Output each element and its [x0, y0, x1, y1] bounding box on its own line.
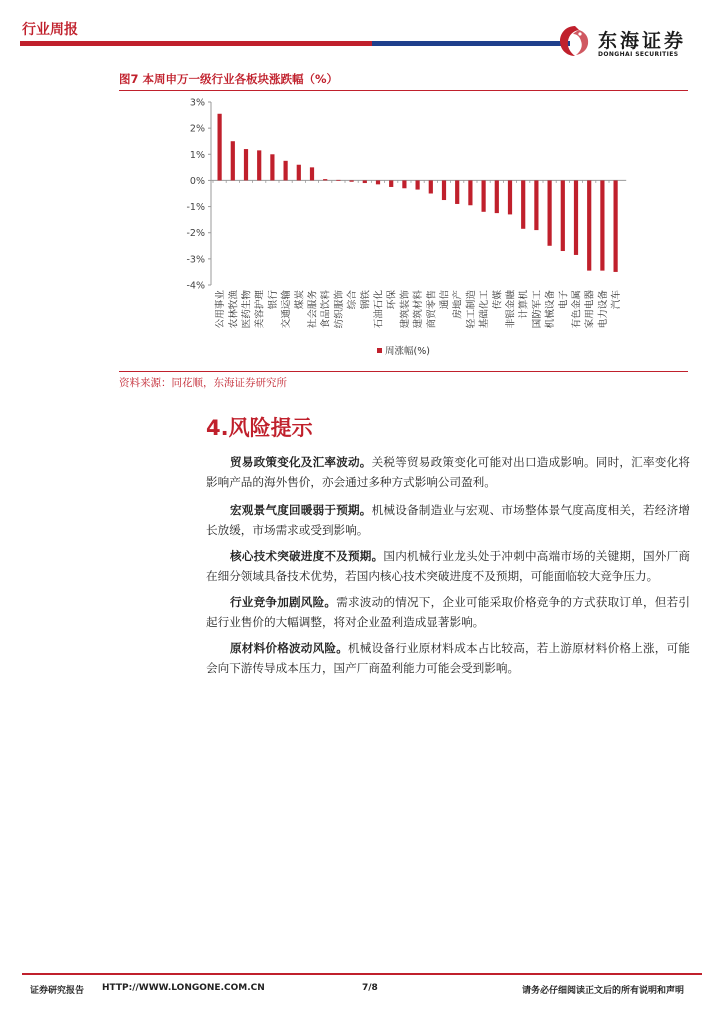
report-type-title: 行业周报: [22, 22, 78, 38]
x-category-label: 国防军工: [531, 290, 543, 329]
x-category-label: 石油石化: [373, 290, 385, 329]
bar: [587, 180, 591, 270]
risk-text: 需求波动的情况下，企业可能采取价格竞争的方式获取订单，但若引起行业售价的大幅调整，将对企业盈利造成显著影响。: [206, 595, 690, 629]
y-tick-label: 1%: [189, 149, 205, 161]
bar: [363, 180, 367, 183]
y-tick-label: -2%: [186, 228, 205, 240]
x-category-label: 社会服务: [307, 290, 319, 329]
bar: [614, 180, 618, 272]
figure-bottom-rule: [119, 371, 688, 372]
x-category-label: 纺织服饰: [333, 290, 345, 329]
x-category-label: 轻工制造: [465, 290, 477, 329]
risk-text: 国内机械行业龙头处于冲刺中高端市场的关键期，国外厂商在细分领域具备技术优势，若国内核心技术突破进度不及预期，可能面临较大竞争压力。: [206, 549, 690, 583]
dragon-logo-icon: [558, 24, 592, 58]
x-category-label: 建筑材料: [413, 290, 425, 329]
page-number: 7/8: [362, 983, 378, 993]
risk-heading: 贸易政策变化及汇率波动。: [230, 455, 372, 469]
x-category-label: 建筑装饰: [399, 290, 411, 329]
bar: [574, 180, 578, 255]
y-tick-label: -1%: [186, 202, 205, 214]
footer-disclaimer: 请务必仔细阅读正文后的所有说明和声明: [522, 986, 685, 996]
bar: [376, 180, 380, 184]
x-category-label: 电力设备: [597, 290, 609, 329]
x-category-label: 电子: [558, 290, 570, 310]
bar: [508, 180, 512, 214]
risk-paragraph: [206, 452, 690, 492]
bar: [244, 149, 248, 180]
x-category-label: 银行: [267, 290, 279, 310]
x-category-label: 通信: [439, 290, 451, 310]
x-category-label: 计算机: [518, 290, 530, 319]
bar: [218, 114, 222, 181]
risk-heading: 宏观景气度回暖弱于预期。: [230, 503, 372, 517]
bar: [534, 180, 538, 230]
bar: [297, 165, 301, 181]
x-category-label: 有色金属: [571, 290, 583, 329]
bar: [429, 180, 433, 193]
y-tick-label: -4%: [186, 280, 205, 292]
bar: [310, 167, 314, 180]
industry-change-chart: [119, 92, 688, 370]
header-divider: [20, 41, 570, 46]
figure-top-rule: [119, 90, 688, 91]
bar: [402, 180, 406, 188]
section-title: 4.风险提示: [206, 416, 313, 440]
bar: [323, 179, 327, 180]
x-category-label: 综合: [347, 290, 359, 310]
y-tick-label: -3%: [186, 254, 205, 266]
x-category-label: 钢铁: [360, 290, 372, 310]
x-category-label: 医药生物: [241, 290, 253, 329]
figure-source: 资料来源：同花顺，东海证券研究所: [119, 377, 287, 389]
risk-paragraph: [206, 638, 690, 678]
bar: [442, 180, 446, 200]
x-category-label: 食品饮料: [320, 290, 332, 329]
risk-heading: 行业竞争加剧风险。: [230, 595, 337, 609]
bar: [495, 180, 499, 213]
risk-heading: 原材料价格波动风险。: [230, 641, 348, 655]
bar: [455, 180, 459, 204]
legend-swatch: [377, 348, 382, 353]
bar-chart-svg: [119, 92, 688, 370]
x-category-label: 商贸零售: [426, 290, 438, 329]
bar: [561, 180, 565, 251]
bar: [270, 154, 274, 180]
bar: [389, 180, 393, 187]
x-category-label: 公用事业: [215, 290, 227, 329]
risk-text: 机械设备行业原材料成本占比较高，若上游原材料价格上涨，可能会向下游传导成本压力，国产厂商盈利能力可能会受到影响。: [206, 641, 690, 675]
risk-text: 关税等贸易政策变化可能对出口造成影响。同时，汇率变化将影响产品的海外售价，亦会通过多种方式影响公司盈利。: [206, 455, 690, 489]
risk-heading: 核心技术突破进度不及预期。: [230, 549, 384, 563]
bar: [231, 141, 235, 180]
bar: [482, 180, 486, 211]
bar: [521, 180, 525, 228]
x-category-label: 农林牧渔: [228, 290, 240, 329]
x-category-label: 机械设备: [545, 290, 557, 329]
bar: [350, 180, 354, 181]
footer-website-link[interactable]: HTTP://WWW.LONGONE.COM.CN: [102, 983, 265, 993]
bar: [336, 180, 340, 181]
bar: [416, 180, 420, 189]
x-category-label: 煤炭: [294, 290, 306, 310]
risk-paragraph: [206, 500, 690, 540]
bar: [257, 150, 261, 180]
figure-caption: 图7 本周申万一级行业各板块涨跌幅（%）: [119, 72, 339, 86]
company-logo: [558, 24, 708, 60]
logo-english-name: DONGHAI SECURITIES: [598, 51, 679, 58]
bar: [548, 180, 552, 245]
x-category-label: 美容护理: [254, 290, 266, 329]
y-tick-label: 0%: [189, 175, 205, 187]
x-category-label: 传媒: [492, 290, 504, 310]
x-category-label: 非银金融: [505, 290, 517, 329]
x-category-label: 家用电器: [584, 290, 596, 329]
risk-paragraph: [206, 592, 690, 632]
risk-text: 机械设备制造业与宏观、市场整体景气度高度相关，若经济增长放缓，市场需求或受到影响。: [206, 503, 690, 537]
x-category-label: 房地产: [452, 290, 464, 319]
bar: [468, 180, 472, 205]
x-category-label: 环保: [386, 290, 398, 310]
footer-rule: [22, 973, 702, 975]
bar: [284, 161, 288, 181]
x-category-label: 基础化工: [479, 290, 491, 329]
logo-chinese-name: 东海证券: [598, 30, 687, 52]
x-category-label: 汽车: [611, 290, 623, 310]
risk-paragraph: [206, 546, 690, 586]
footer-report-label: 证券研究报告: [30, 986, 85, 996]
x-category-label: 交通运输: [281, 290, 293, 329]
bar: [600, 180, 604, 270]
y-tick-label: 3%: [189, 97, 205, 109]
legend-label: 周涨幅(%): [385, 346, 430, 357]
y-tick-label: 2%: [189, 123, 205, 135]
